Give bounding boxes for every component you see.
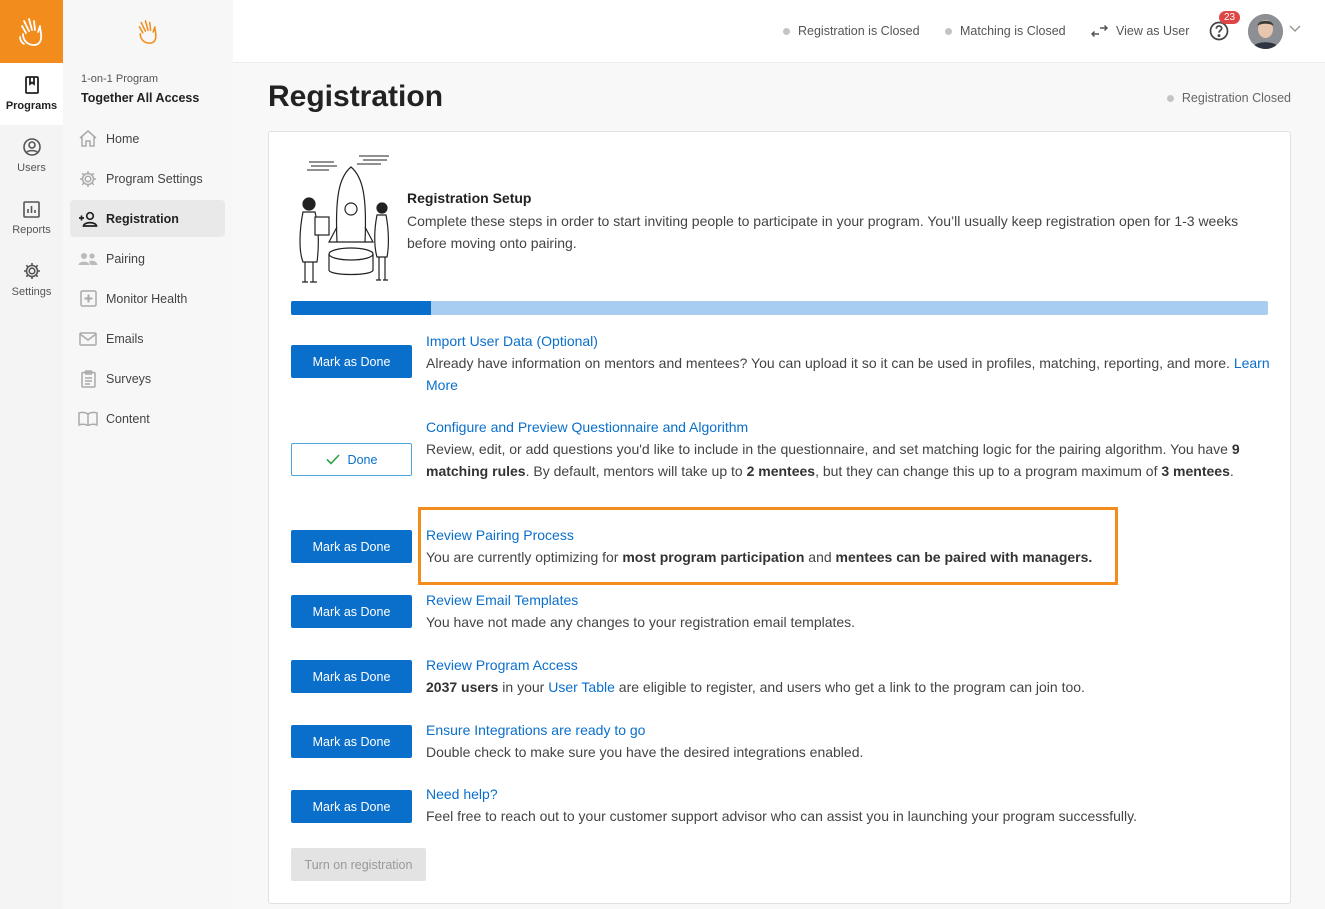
task-description: You have not made any changes to your registration email templates. [426, 614, 856, 630]
chevron-down-icon[interactable] [1289, 25, 1301, 33]
envelope-icon [79, 332, 97, 346]
app-rail [0, 0, 63, 909]
turn-on-registration-button[interactable]: Turn on registration [291, 848, 426, 881]
open-book-icon [78, 411, 98, 426]
rail-label: Users [17, 162, 46, 174]
done-button[interactable] [291, 443, 412, 476]
task-description [426, 676, 1271, 698]
program-logo [63, 0, 233, 63]
status-dot [783, 28, 790, 35]
max-mentees: 3 mentees [1161, 463, 1230, 479]
rail-label: Settings [11, 286, 52, 298]
program-type: 1-on-1 Program [81, 73, 159, 85]
registration-status-text: Registration is Closed [798, 24, 920, 38]
optimization-goal: most program participation [622, 549, 805, 565]
rail-label: Reports [12, 223, 51, 236]
task-text: You are currently optimizing for [426, 549, 623, 565]
task-text: Already have information on mentors and mentees? You can upload it so it can be used in profiles, matching, reporting, and more. [426, 355, 1230, 371]
sidebar-item-content[interactable] [70, 400, 225, 437]
eligible-users-count: 2037 users [426, 679, 499, 695]
sidebar-item-registration[interactable] [70, 200, 225, 237]
task-review-email-templates [291, 589, 1271, 637]
setup-description: Complete these steps in order to start inviting people to participate in your program. You’ll usually keep registration open for 1-3 weeks before moving onto pairing. [407, 213, 1239, 251]
sidebar-item-surveys[interactable] [70, 360, 225, 397]
book-icon [24, 76, 40, 94]
task-body [426, 783, 1271, 827]
program-sidebar [63, 0, 233, 909]
top-bar [233, 0, 1325, 63]
avatar[interactable] [1248, 14, 1283, 49]
manager-pairing-rule: mentees can be paired with managers. [835, 549, 1093, 565]
people-icon [78, 252, 98, 266]
task-body [426, 330, 1271, 396]
bar-chart-icon [23, 201, 40, 218]
task-title-link[interactable]: Review Email Templates [426, 592, 579, 608]
rail-label: Programs [5, 100, 58, 112]
task-title-link[interactable]: Review Program Access [426, 657, 578, 673]
plus-square-icon [80, 290, 97, 307]
task-import-user-data [291, 330, 1271, 400]
user-circle-icon [23, 138, 41, 156]
registration-setup-card [268, 131, 1291, 904]
task-configure-questionnaire [291, 416, 1271, 506]
status-dot [945, 28, 952, 35]
task-body [426, 416, 1271, 482]
sidebar-item-label: Content [106, 411, 150, 426]
setup-progress-bar [291, 301, 1268, 315]
mark-as-done-button[interactable]: Mark as Done [291, 725, 412, 758]
clipboard-icon [81, 370, 96, 388]
task-body [426, 654, 1271, 698]
matching-status-text: Matching is Closed [960, 24, 1066, 38]
task-need-help [291, 783, 1271, 831]
task-description: Feel free to reach out to your customer support advisor who can assist you in launching your program successfully. [426, 808, 1137, 824]
sidebar-item-label: Surveys [106, 371, 152, 386]
task-text: , but they can change this up to a program maximum of [815, 463, 1162, 479]
main-content [233, 63, 1325, 909]
rail-programs[interactable] [0, 63, 63, 125]
task-title-link[interactable]: Need help? [426, 786, 498, 802]
rail-settings[interactable] [0, 249, 63, 311]
rocket-scientists-illustration [289, 152, 399, 287]
task-text: Review, edit, or add questions you'd like to include in the questionnaire, and set matching logic for the pairing algorithm. You have [426, 441, 1232, 457]
gear-icon [79, 170, 97, 188]
page-title: Registration [268, 80, 444, 113]
page-status-indicator [1167, 91, 1291, 105]
sidebar-item-emails[interactable] [70, 320, 225, 357]
waving-hand-icon [18, 17, 46, 47]
highlight-box [418, 507, 1118, 585]
sidebar-item-label: Pairing [106, 251, 145, 266]
mark-as-done-button[interactable]: Mark as Done [291, 530, 412, 563]
task-description [426, 352, 1271, 396]
task-title-link[interactable]: Review Pairing Process [426, 527, 574, 543]
sidebar-item-pairing[interactable] [70, 240, 225, 277]
matching-rules-count: 9 matching rules [426, 441, 1240, 479]
swap-arrows-icon [1091, 25, 1108, 37]
gear-icon [23, 262, 41, 280]
learn-more-link[interactable]: Learn More [426, 355, 1270, 393]
sidebar-item-monitor-health[interactable] [70, 280, 225, 317]
task-text: . By default, mentors will take up to [525, 463, 747, 479]
task-body [426, 719, 1271, 763]
registration-status-indicator [783, 24, 920, 38]
view-as-user-label: View as User [1116, 24, 1190, 38]
sidebar-item-program-settings[interactable] [70, 160, 225, 197]
task-description: Double check to make sure you have the desired integrations enabled. [426, 744, 864, 760]
progress-fill [291, 301, 431, 315]
view-as-user-button[interactable] [1091, 24, 1189, 38]
done-label: Done [347, 452, 378, 467]
task-ensure-integrations [291, 719, 1271, 767]
sidebar-item-label: Home [106, 131, 140, 146]
task-text: . [1229, 463, 1234, 479]
rail-users[interactable] [0, 125, 63, 187]
setup-title: Registration Setup [407, 190, 532, 206]
mark-as-done-button[interactable]: Mark as Done [291, 790, 412, 823]
matching-status-indicator [945, 24, 1066, 38]
program-nav [70, 120, 225, 440]
task-body [426, 589, 1271, 633]
task-text: are eligible to register, and users who get a link to the program can join too. [614, 679, 1085, 695]
sidebar-item-label: Program Settings [106, 171, 203, 186]
task-text: in your [498, 679, 549, 695]
sidebar-item-label: Emails [106, 331, 144, 346]
user-avatar-image [1248, 14, 1283, 49]
sidebar-item-label: Registration [106, 211, 179, 226]
mark-as-done-button[interactable]: Mark as Done [291, 345, 412, 378]
sidebar-item-label: Monitor Health [106, 291, 188, 306]
waving-hand-icon [136, 19, 160, 45]
task-description [426, 438, 1271, 482]
app-logo[interactable] [0, 0, 63, 63]
task-review-program-access [291, 654, 1271, 702]
rail-reports[interactable] [0, 187, 63, 249]
add-user-icon [78, 211, 98, 227]
task-title-link[interactable]: Import User Data (Optional) [426, 333, 598, 349]
program-name[interactable]: Together All Access [81, 91, 200, 105]
sidebar-item-home[interactable] [70, 120, 225, 157]
home-icon [79, 130, 97, 147]
task-title-link[interactable]: Configure and Preview Questionnaire and Algorithm [426, 419, 749, 435]
checkmark-icon [326, 454, 340, 465]
task-text: and [804, 549, 836, 565]
default-mentees: 2 mentees [746, 463, 816, 479]
status-dot [1167, 95, 1174, 102]
mark-as-done-button[interactable]: Mark as Done [291, 660, 412, 693]
mark-as-done-button[interactable]: Mark as Done [291, 595, 412, 628]
user-table-link[interactable]: User Table [548, 679, 615, 695]
notification-badge[interactable]: 23 [1219, 11, 1240, 24]
page-status-text: Registration Closed [1181, 91, 1291, 105]
task-title-link[interactable]: Ensure Integrations are ready to go [426, 722, 646, 738]
